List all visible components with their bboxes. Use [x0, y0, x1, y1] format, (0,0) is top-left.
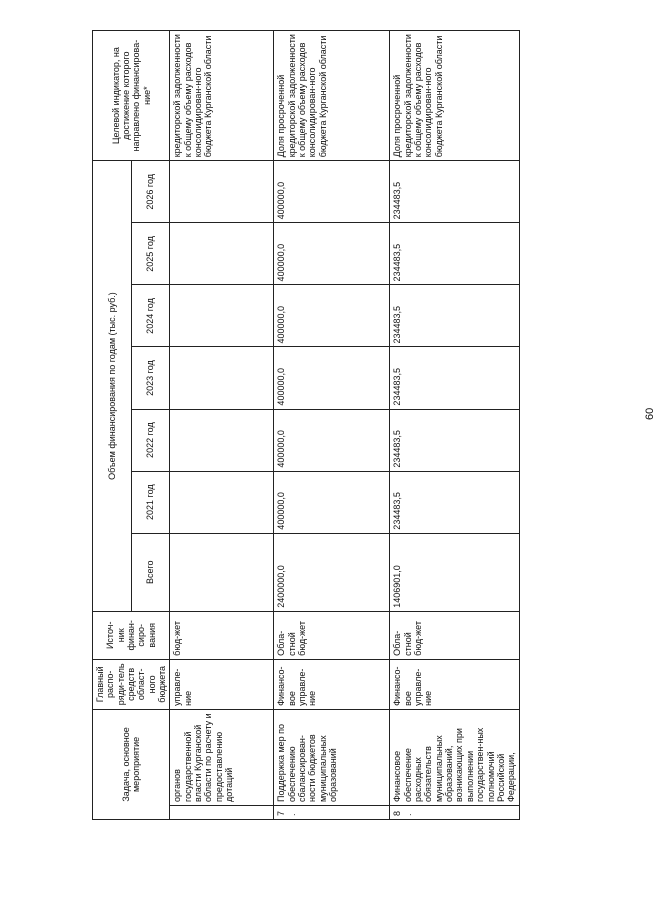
- task-cell: Финансовое обеспечение расходных обязательств муниципальных образований, возникающих при выполнении государствен-ных полномочий Российской Федерации,: [390, 709, 519, 805]
- table-row: [274, 31, 390, 820]
- year-cell: [170, 409, 274, 471]
- year-cell: [170, 161, 274, 223]
- year-cell: 234483,5: [390, 471, 519, 533]
- year-cell: 400000,0: [274, 161, 390, 223]
- page-number: 60: [644, 407, 656, 420]
- year-header: 2024 год: [131, 285, 170, 347]
- year-cell: 234483,5: [390, 223, 519, 285]
- year-cell: 234483,5: [390, 347, 519, 409]
- total-cell: 2400000,0: [274, 533, 390, 611]
- year-cell: 400000,0: [274, 223, 390, 285]
- year-header: 2022 год: [131, 409, 170, 471]
- indicator-cell: кредиторской задолженности к общему объему расходов консолидирован-ного бюджета Курганской области: [170, 31, 274, 161]
- header-row-1: [93, 31, 132, 820]
- funding-header: Объем финансирования по годам (тыс. руб.): [93, 161, 132, 612]
- year-cell: [170, 471, 274, 533]
- year-header: 2021 год: [131, 471, 170, 533]
- year-cell: 234483,5: [390, 285, 519, 347]
- year-cell: 400000,0: [274, 409, 390, 471]
- year-cell: 400000,0: [274, 285, 390, 347]
- total-cell: 1406901,0: [390, 533, 519, 611]
- indicator-cell: Доля просроченной кредиторской задолженности к общему объему расходов консолидирован-ного бюджета Курганской области: [274, 31, 390, 161]
- rotated-page: [92, 30, 522, 820]
- manager-cell: Финансо-вое управле-ние: [274, 659, 390, 709]
- manager-cell: Финансо-вое управле-ние: [390, 659, 519, 709]
- manager-cell: управле-ние: [170, 659, 274, 709]
- year-cell: [170, 223, 274, 285]
- year-header: 2026 год: [131, 161, 170, 223]
- year-cell: 400000,0: [274, 347, 390, 409]
- table-row: [390, 31, 519, 820]
- source-cell: Обла-стной бюд-жет: [390, 611, 519, 659]
- source-cell: бюд-жет: [170, 611, 274, 659]
- manager-header: Главный распо-ряди-тель средств област-ного бюджета: [93, 659, 170, 709]
- task-cell: органов государственной власти Курганской области по расчету и предоставлению дотаций: [170, 709, 274, 805]
- year-cell: [170, 347, 274, 409]
- table-row: [170, 31, 274, 820]
- year-cell: [170, 285, 274, 347]
- row-number: [170, 805, 274, 819]
- source-cell: Обла-стной бюд-жет: [274, 611, 390, 659]
- task-header: Задача, основное мероприятие: [93, 709, 170, 819]
- indicator-cell: Доля просроченной кредиторской задолженности к общему объему расходов консолидирован-ного бюджета Курганской области: [390, 31, 519, 161]
- row-number: 8.: [390, 805, 519, 819]
- total-header: Всего: [131, 533, 170, 611]
- indicator-header: Целевой индикатор, на достижение которого направлено финансирова-ние*: [93, 31, 170, 161]
- year-cell: 234483,5: [390, 161, 519, 223]
- year-header: 2025 год: [131, 223, 170, 285]
- financing-table: [92, 30, 520, 820]
- source-header: Источ-ник финан-сиро-вания: [93, 611, 170, 659]
- year-header: 2023 год: [131, 347, 170, 409]
- row-number: 7.: [274, 805, 390, 819]
- total-cell: [170, 533, 274, 611]
- task-cell: Поддержка мер по обеспечению сбалансирован-ности бюджетов муниципальных образований: [274, 709, 390, 805]
- year-cell: 400000,0: [274, 471, 390, 533]
- year-cell: 234483,5: [390, 409, 519, 471]
